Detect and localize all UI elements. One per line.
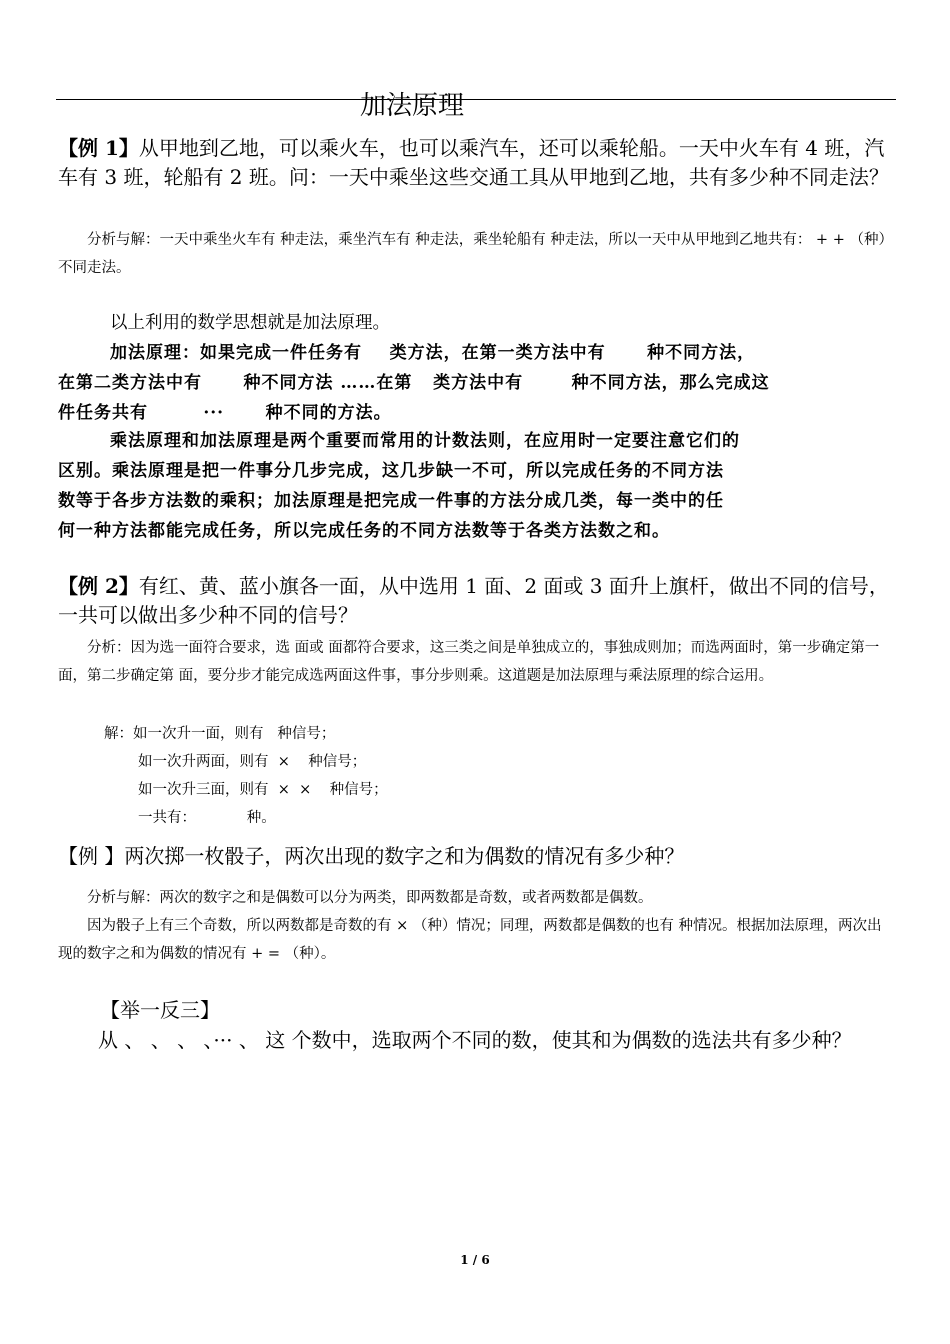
example-2-analysis: 分析：因为选一面符合要求，选 面或 面都符合要求，这三类之间是单独成立的，事独成则加；而选两面时，第一步确定第一面，第二步确定第 面，要分步才能完成选两面这件事，事分步则乘。这道题是加法原理与乘法原理的综合运用。	[58, 640, 880, 684]
example-1-label: 【例 1】	[58, 136, 139, 160]
example-3-analysis-line: 因为骰子上有三个奇数，所以两数都是奇数的有 × （种）情况；同理，两数都是偶数的也有 种情况。根据加法原理，两次出现的数字之和为偶数的情况有 + = （种）。	[58, 918, 882, 962]
example-1	[58, 134, 894, 192]
addition-principle	[58, 338, 894, 428]
solution-line: 如一次升三面，则有 × × 种信号；	[138, 782, 388, 798]
summary-text: 以上利用的数学思想就是加法原理。	[110, 313, 390, 333]
example-3-text: 两次掷一枚骰子，两次出现的数字之和为偶数的情况有多少种？	[124, 844, 685, 868]
example-2-text: 有红、黄、蓝小旗各一面，从中选用 1 面、2 面或 3 面升上旗杆，做出不同的信号，一共可以做出多少种不同的信号？	[58, 574, 889, 627]
principle-line: 加法原理：如果完成一件任务有 类方法，在第一类方法中有 种不同方法，	[110, 343, 756, 363]
example-2-solution	[58, 720, 894, 832]
example-3-analysis-line: 分析与解：两次的数字之和是偶数可以分为两类，即两数都是奇数，或者两数都是偶数。	[87, 890, 653, 906]
principle-line: 在第二类方法中有 种不同方法 ……在第 类方法中有 种不同方法，那么完成这	[58, 373, 770, 393]
comparison-line: 区别。乘法原理是把一件事分几步完成，这几步缺一不可，所以完成任务的不同方法	[58, 461, 724, 481]
solution-line: 解：如一次升一面，则有 种信号；	[104, 726, 336, 742]
comparison-line: 数等于各步方法数的乘积；加法原理是把完成一件事的方法分成几类，每一类中的任	[58, 491, 724, 511]
practice-text: 从 、 、 、 、··· 、 这 个数中，选取两个不同的数，使其和为偶数的选法共有多少种？	[98, 1028, 852, 1052]
comparison-line: 乘法原理和加法原理是两个重要而常用的计数法则，在应用时一定要注意它们的	[110, 431, 740, 451]
header-rule	[56, 99, 896, 100]
example-3-analysis	[58, 884, 894, 968]
example-3-label: 【例 】	[58, 844, 125, 868]
solution-line: 如一次升两面，则有 × 种信号；	[138, 754, 367, 770]
example-1-analysis: 分析与解：一天中乘坐火车有 种走法，乘坐汽车有 种走法，乘坐轮船有 种走法，所以一天中从甲地到乙地共有： + + （种）不同走法。	[58, 232, 893, 276]
comparison-line: 何一种方法都能完成任务，所以完成任务的不同方法数等于各类方法数之和。	[58, 521, 670, 541]
example-2-label: 【例 2】	[58, 574, 139, 598]
example-2	[58, 572, 894, 630]
example-1-text: 从甲地到乙地，可以乘火车，也可以乘汽车，还可以乘轮船。一天中火车有 4 班，汽车有 3 班，轮船有 2 班。问：一天中乘坐这些交通工具从甲地到乙地，共有多少种不同走法？	[58, 136, 889, 189]
page-number: 1 / 6	[460, 1253, 490, 1267]
solution-line: 一共有： 种。	[138, 810, 276, 826]
principle-line: 件任务共有 ··· 种不同的方法。	[58, 403, 392, 423]
page-title: 加法原理	[360, 91, 465, 121]
practice-heading: 【举一反三】	[100, 998, 220, 1022]
example-3	[58, 842, 894, 871]
comparison-paragraph	[58, 426, 894, 546]
